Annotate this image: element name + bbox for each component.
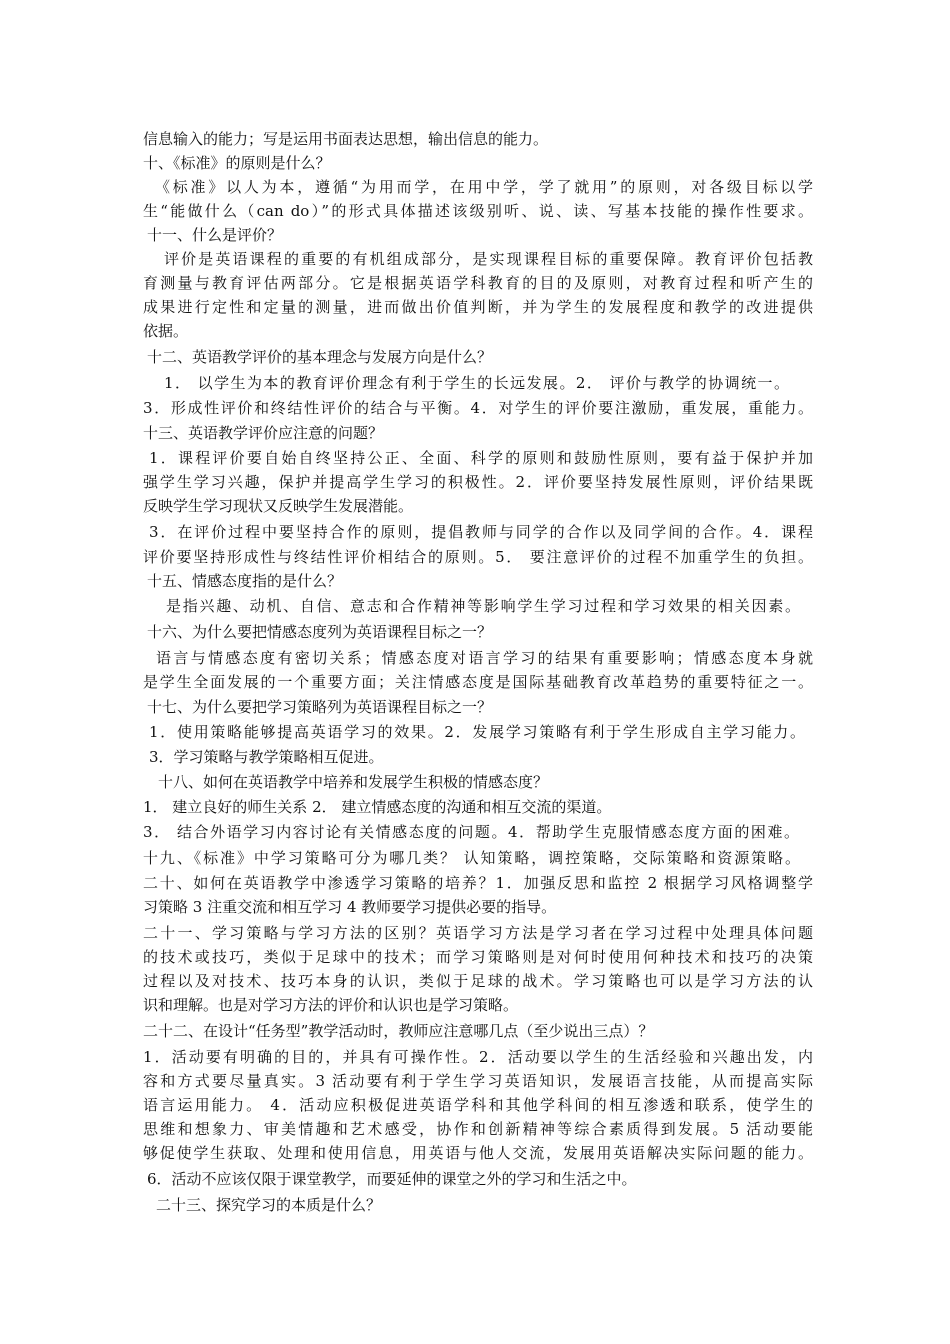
question-heading: 十一、什么是评价？ <box>147 226 283 244</box>
text-line: 评价要坚持形成性与终结性评价相结合的原则。5． 要注意评价的过程不加重学生的负担。 <box>143 548 813 566</box>
question-heading: 十六、为什么要把情感态度列为英语课程目标之一？ <box>147 623 493 641</box>
question-heading: 十二、英语教学评价的基本理念与发展方向是什么？ <box>147 348 493 366</box>
text-line: 习策略 3 注重交流和相互学习 4 教师要学习提供必要的指导。 <box>143 898 557 916</box>
text-line: 3．学习策略与教学策略相互促进。 <box>149 748 384 766</box>
text-line: 的技术或技巧，类似于足球中的技术；而学习策略则是对何时使用何种技术和技巧的决策 <box>143 948 813 966</box>
question-heading: 二十三、探究学习的本质是什么？ <box>156 1196 382 1214</box>
text-line: 语言运用能力。 4．活动应积极促进英语学科和其他学科间的相互渗透和联系，使学生的 <box>143 1096 813 1114</box>
text-line: 3．形成性评价和终结性评价的结合与平衡。4．对学生的评价要注激励，重发展，重能力。 <box>143 399 813 417</box>
text-line: 容和方式要尽量真实。3 活动要有利于学生学习英语知识，发展语言技能，从而提高实际 <box>143 1072 813 1090</box>
text-line: 生“能做什么（can do）”的形式具体描述该级别听、说、读、写基本技能的操作性要求。 <box>143 202 813 220</box>
question-heading: 十七、为什么要把学习策略列为英语课程目标之一？ <box>147 698 493 716</box>
question-heading: 二十一、学习策略与学习方法的区别？英语学习方法是学习者在学习过程中处理具体问题 <box>143 924 813 942</box>
text-line: 识和理解。也是对学习方法的评价和认识也是学习策略。 <box>143 996 519 1014</box>
text-line: 1． 以学生为本的教育评价理念有利于学生的长远发展。2． 评价与教学的协调统一。 <box>164 374 789 392</box>
text-line: 反映学生学习现状又反映学生发展潜能。 <box>143 497 414 515</box>
text-line: 依据。 <box>143 322 189 340</box>
question-heading: 二十、如何在英语教学中渗透学习策略的培养？1．加强反思和监控 2 根据学习风格调整学 <box>143 874 813 892</box>
text-line: 成果进行定性和定量的测量，进而做出价值判断，并为学生的发展程度和教学的改进提供 <box>143 298 813 316</box>
text-line: 强学生学习兴趣，保护并提高学生学习的积极性。2．评价要坚持发展性原则，评价结果既 <box>143 473 813 491</box>
text-line: 1．使用策略能够提高英语学习的效果。2．发展学习策略有利于学生形成自主学习能力。 <box>149 723 805 741</box>
question-heading: 十三、英语教学评价应注意的问题？ <box>143 424 384 442</box>
text-line: 信息输入的能力；写是运用书面表达思想，输出信息的能力。 <box>143 130 549 148</box>
text-line: 6．活动不应该仅限于课堂教学，而要延伸的课堂之外的学习和生活之中。 <box>147 1170 637 1188</box>
question-heading: 十八、如何在英语教学中培养和发展学生积极的情感态度？ <box>158 773 549 791</box>
question-heading: 二十二、在设计“任务型”教学活动时，教师应注意哪几点（至少说出三点）？ <box>143 1022 654 1040</box>
text-line: 《标准》以人为本，遵循“为用而学，在用中学，学了就用”的原则，对各级目标以学 <box>155 178 813 196</box>
text-line: 评价是英语课程的重要的有机组成部分，是实现课程目标的重要保障。教育评价包括教 <box>164 250 813 268</box>
text-line: 育测量与教育评估两部分。它是根据英语学科教育的目的及原则，对教育过程和听产生的 <box>143 274 813 292</box>
text-line: 1．课程评价要自始自终坚持公正、全面、科学的原则和鼓励性原则，要有益于保护并加 <box>149 449 813 467</box>
text-line: 1． 建立良好的师生关系 2． 建立情感态度的沟通和相互交流的渠道。 <box>143 798 612 816</box>
text-line: 过程以及对技术、技巧本身的认识，类似于足球的战术。学习策略也可以是学习方法的认 <box>143 972 813 990</box>
question-heading: 十、《标准》的原则是什么？ <box>143 154 331 172</box>
text-line: 思维和想象力、审美情趣和艺术感受，协作和创新精神等综合素质得到发展。5 活动要能 <box>143 1120 813 1138</box>
text-line: 语言与情感态度有密切关系；情感态度对语言学习的结果有重要影响；情感态度本身就 <box>156 649 813 667</box>
question-heading: 十五、情感态度指的是什么？ <box>147 572 343 590</box>
text-line: 3．在评价过程中要坚持合作的原则，提倡教师与同学的合作以及同学间的合作。4．课程 <box>149 523 813 541</box>
text-line: 是指兴趣、动机、自信、意志和合作精神等影响学生学习过程和学习效果的相关因素。 <box>166 597 800 615</box>
text-line: 是学生全面发展的一个重要方面；关注情感态度是国际基础教育改革趋势的重要特征之一。 <box>143 673 813 691</box>
text-line: 3． 结合外语学习内容讨论有关情感态度的问题。4．帮助学生克服情感态度方面的困难。 <box>143 823 799 841</box>
question-heading: 十九、《标准》中学习策略可分为哪几类？ 认知策略，调控策略，交际策略和资源策略。 <box>143 849 800 867</box>
text-line: 够促使学生获取、处理和使用信息，用英语与他人交流，发展用英语解决实际问题的能力。 <box>143 1144 813 1162</box>
text-line: 1．活动要有明确的目的，并具有可操作性。2．活动要以学生的生活经验和兴趣出发，内 <box>143 1048 813 1066</box>
